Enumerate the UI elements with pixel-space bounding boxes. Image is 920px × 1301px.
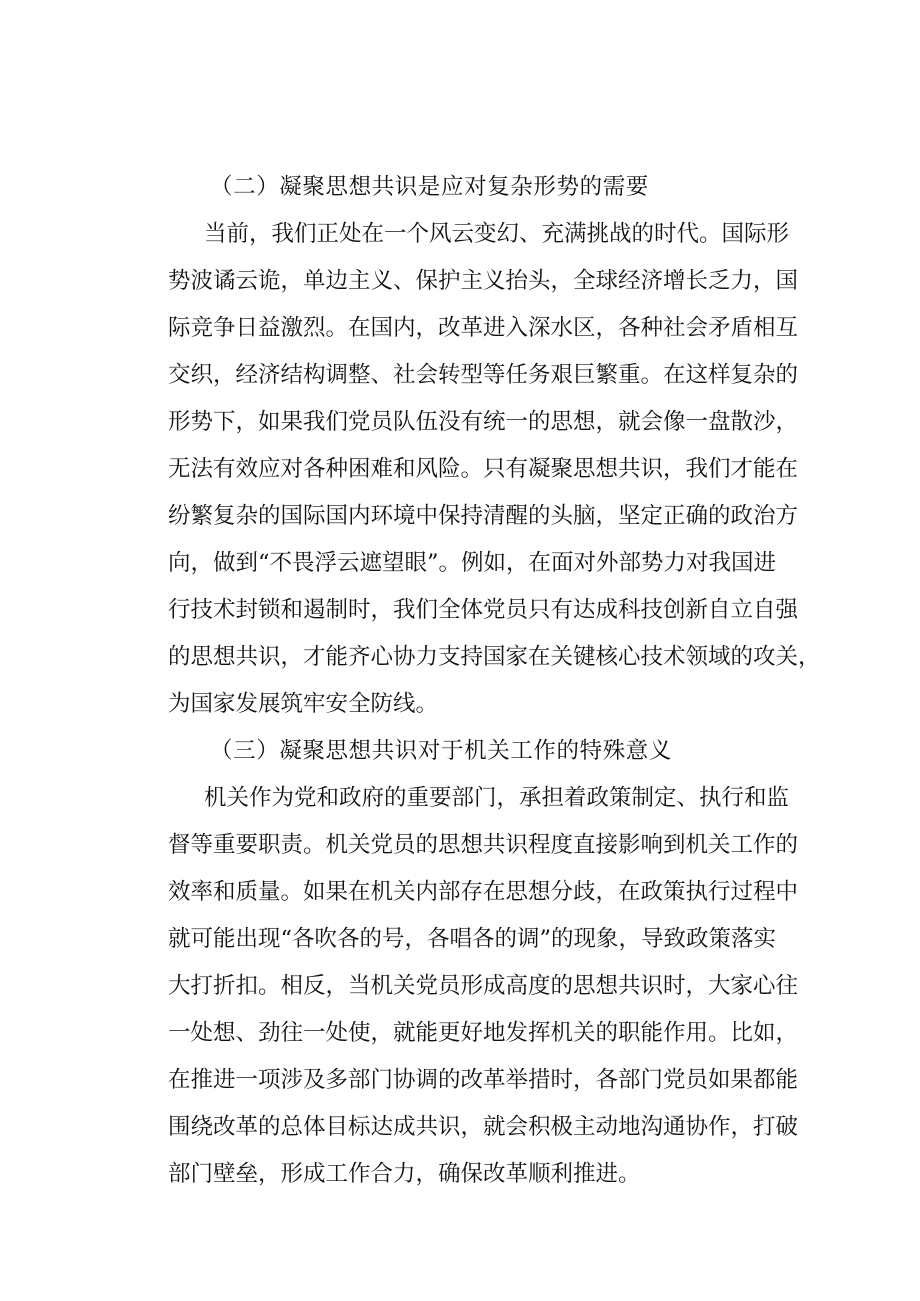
paragraph-line: 当前，我们正处在一个风云变幻、充满挑战的时代。国际形 (204, 221, 790, 247)
paragraph-line: 围绕改革的总体目标达成共识，就会积极主动地沟通协作，打破 (168, 1114, 799, 1140)
paragraph-line: 势波谲云诡，单边主义、保护主义抬头，全球经济增长乏力，国 (168, 268, 799, 294)
paragraph-line: 督等重要职责。机关党员的思想共识程度直接影响到机关工作的 (168, 832, 799, 858)
paragraph-line: 效率和质量。如果在机关内部存在思想分歧，在政策执行过程中 (168, 879, 799, 905)
paragraph-line: 行技术封锁和遏制时，我们全体党员只有达成科技创新自立自强 (168, 597, 799, 623)
paragraph-line: 一处想、劲往一处使，就能更好地发挥机关的职能作用。比如， (168, 1020, 799, 1046)
paragraph-line: 形势下，如果我们党员队伍没有统一的思想，就会像一盘散沙， (168, 409, 799, 435)
section-3-paragraph (168, 775, 808, 1198)
paragraph-line: 纷繁复杂的国际国内环境中保持清醒的头脑，坚定正确的政治方 (168, 503, 799, 529)
paragraph-line: 向，做到“不畏浮云遮望眼”。例如，在面对外部势力对我国进 (168, 550, 777, 576)
paragraph-line: 机关作为党和政府的重要部门，承担着政策制定、执行和监 (204, 785, 790, 811)
paragraph-line: 部门壁垒，形成工作合力，确保改革顺利推进。 (168, 1161, 641, 1187)
paragraph-line: 际竞争日益激烈。在国内，改革进入深水区，各种社会矛盾相互 (168, 315, 799, 341)
paragraph-line: 为国家发展筑牢安全防线。 (168, 691, 439, 717)
document-body (168, 160, 821, 1198)
paragraph-line: 就可能出现“各吹各的号，各唱各的调”的现象，导致政策落实 (168, 926, 777, 952)
paragraph-line: 无法有效应对各种困难和风险。只有凝聚思想共识，我们才能在 (168, 456, 799, 482)
paragraph-line: 交织，经济结构调整、社会转型等任务艰巨繁重。在这样复杂的 (168, 362, 799, 388)
paragraph-line: 大打折扣。相反，当机关党员形成高度的思想共识时，大家心往 (168, 973, 799, 999)
paragraph-line: 的思想共识，才能齐心协力支持国家在关键核心技术领域的攻关， (168, 644, 821, 670)
section-heading-2: （二）凝聚思想共识是应对复杂形势的需要 (210, 174, 649, 200)
section-2-paragraph (168, 211, 821, 728)
paragraph-line: 在推进一项涉及多部门协调的改革举措时，各部门党员如果都能 (168, 1067, 799, 1093)
section-heading-3: （三）凝聚思想共识对于机关工作的特殊意义 (210, 738, 673, 764)
